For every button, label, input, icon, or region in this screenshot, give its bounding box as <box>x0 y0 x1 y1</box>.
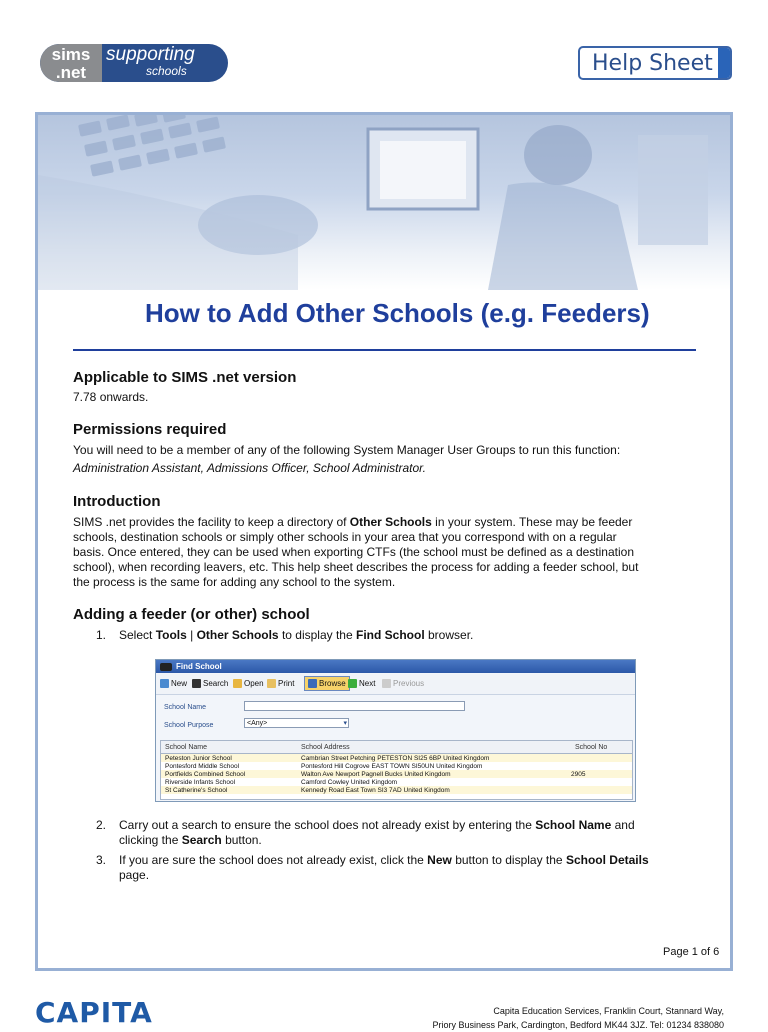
table-row[interactable] <box>161 786 632 794</box>
browse-button[interactable] <box>304 676 350 691</box>
previous-button[interactable] <box>382 679 424 688</box>
printer-icon <box>267 679 276 688</box>
row-school-address: Camford Cowley United Kingdom <box>301 779 398 786</box>
page-title: How to Add Other Schools (e.g. Feeders) <box>145 298 650 328</box>
school-purpose-select[interactable] <box>244 718 349 728</box>
intro-line-1 <box>73 515 693 530</box>
screenshot-titlebar <box>156 660 635 673</box>
capita-logo: CAPITA <box>35 996 153 1029</box>
address-line-2: Priory Business Park, Cardington, Bedford MK44 3JZ. Tel: 01234 838080 <box>432 1020 724 1030</box>
heading-applicable: Applicable to SIMS .net version <box>73 369 297 386</box>
banner-image <box>38 115 730 290</box>
s2e: Search <box>181 833 222 847</box>
s3d: School Details <box>565 853 649 867</box>
s1b: Tools <box>155 628 187 642</box>
banner-illustration <box>38 115 730 290</box>
s1e: to display the <box>278 628 356 642</box>
logo-supporting: supporting <box>106 44 195 65</box>
row-school-address: Cambrian Street Petching PETESTON SI25 6BP United Kingdom <box>301 755 490 762</box>
previous-label: Previous <box>393 679 425 688</box>
screenshot-window-title: Find School <box>176 662 222 671</box>
step-2-number: 2. <box>96 818 107 832</box>
help-sheet-label: Help Sheet <box>592 51 713 76</box>
help-sheet-badge <box>578 46 732 80</box>
title-rule <box>73 349 696 351</box>
logo-pill <box>40 44 228 82</box>
next-button[interactable] <box>348 679 375 688</box>
s1a: Select <box>119 628 156 642</box>
address-line-1: Capita Education Services, Franklin Court, Stannard Way, <box>493 1006 724 1016</box>
s1d: Other Schools <box>196 628 279 642</box>
intro-line-2: schools, destination schools or simply other schools in your area that you correspond with on a regular <box>73 530 617 544</box>
s1f: Find School <box>356 628 425 642</box>
new-label: New <box>171 679 188 688</box>
school-name-label: School Name <box>164 704 207 711</box>
table-row[interactable] <box>161 762 632 770</box>
browse-icon <box>308 679 317 688</box>
applicable-text: 7.78 onwards. <box>73 390 149 404</box>
open-button[interactable] <box>233 679 264 688</box>
footer-address <box>433 1004 725 1032</box>
step-2-text <box>119 818 699 848</box>
s1c: | <box>186 628 197 642</box>
row-school-name: Peteston Junior School <box>165 755 232 762</box>
intro-line-4: school), when recording leavers, etc. This help sheet describes the process for adding a feeder school, but <box>73 560 639 574</box>
heading-permissions: Permissions required <box>73 421 227 438</box>
table-row[interactable] <box>161 754 632 762</box>
s1g: browser. <box>424 628 474 642</box>
col-school-address[interactable]: School Address <box>301 744 350 751</box>
s2c: and <box>611 818 635 832</box>
table-row[interactable] <box>161 770 632 778</box>
folder-icon <box>233 679 242 688</box>
s3a: If you are sure the school does not already exist, click the <box>119 853 428 867</box>
next-label: Next <box>359 679 376 688</box>
row-school-name: Riverside Infants School <box>165 779 236 786</box>
col-school-name[interactable]: School Name <box>165 744 208 751</box>
permissions-groups: Administration Assistant, Admissions Officer, School Administrator. <box>73 461 427 475</box>
row-school-no: 2905 <box>571 771 586 778</box>
school-purpose-label: School Purpose <box>164 722 214 729</box>
heading-introduction: Introduction <box>73 493 161 510</box>
s2d: clicking the <box>119 833 182 847</box>
new-button[interactable] <box>160 679 187 688</box>
school-name-input[interactable] <box>244 701 465 711</box>
chevron-down-icon: ▾ <box>343 720 347 727</box>
new-icon <box>160 679 169 688</box>
intro-line1-c: in your system. These may be feeder <box>431 515 633 529</box>
step-3-number: 3. <box>96 853 107 867</box>
intro-line-5: the process is the same for adding any school to the system. <box>73 575 396 589</box>
open-label: Open <box>244 679 264 688</box>
intro-line1-bold: Other Schools <box>349 515 432 529</box>
logo-schools: schools <box>146 64 187 78</box>
logo-net: .net <box>55 63 87 82</box>
s2a: Carry out a search to ensure the school does not already exist by entering the <box>119 818 536 832</box>
logo-sims-text <box>48 46 94 82</box>
table-header <box>161 741 632 754</box>
col-school-no[interactable]: School No <box>575 744 608 751</box>
row-school-name: Pontesford Middle School <box>165 763 240 770</box>
search-label: Search <box>203 679 229 688</box>
schools-table <box>160 740 633 800</box>
s3c: button to display the <box>451 853 566 867</box>
print-button[interactable] <box>267 679 294 688</box>
permissions-text: You will need to be a member of any of the following System Manager User Groups to run this function: <box>73 443 621 457</box>
sims-supporting-schools-logo <box>40 44 228 82</box>
row-school-address: Walton Ave Newport Pagnell Bucks United Kingdom <box>301 771 451 778</box>
school-purpose-value: <Any> <box>247 720 268 727</box>
row-school-name: St Catherine's School <box>165 787 228 794</box>
previous-arrow-icon <box>382 679 391 688</box>
intro-line-3: basis. Once entered, they can be used when exporting CTFs (the school must be defined as a destination <box>73 545 634 559</box>
table-row[interactable] <box>161 778 632 786</box>
row-school-name: Portfields Combined School <box>165 771 246 778</box>
step-3-text <box>119 853 699 883</box>
page-number: Page 1 of 6 <box>663 946 720 958</box>
row-school-address: Pontesford Hill Cogrove EAST TOWN SI50UN United Kingdom <box>301 763 483 770</box>
heading-adding: Adding a feeder (or other) school <box>73 606 310 623</box>
search-button[interactable] <box>192 679 228 688</box>
intro-line1-a: SIMS .net provides the facility to keep a directory of <box>73 515 350 529</box>
help-sheet-bar <box>718 48 730 78</box>
browse-label: Browse <box>319 679 346 688</box>
s3b: New <box>427 853 452 867</box>
row-school-address: Kennedy Road East Town SI3 7AD United Kingdom <box>301 787 450 794</box>
search-icon <box>192 679 201 688</box>
introduction-paragraph <box>73 515 693 590</box>
print-label: Print <box>278 679 295 688</box>
step-1-number: 1. <box>96 628 107 642</box>
s2b: School Name <box>535 818 612 832</box>
logo-sims: sims <box>51 45 91 64</box>
screenshot-toolbar <box>156 674 635 695</box>
binoculars-icon <box>160 663 172 671</box>
next-arrow-icon <box>348 679 357 688</box>
find-school-screenshot <box>155 659 636 802</box>
step-1-text <box>119 628 699 643</box>
s3e: page. <box>119 868 150 882</box>
s2f: button. <box>221 833 262 847</box>
